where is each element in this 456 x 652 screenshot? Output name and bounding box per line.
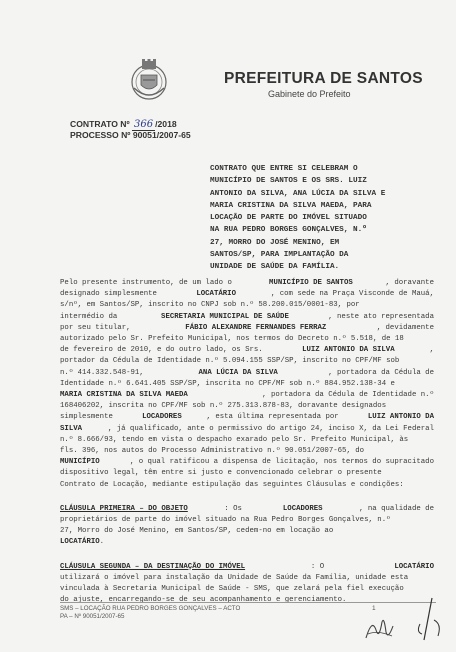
clause-title: CLÁUSULA SEGUNDA – DA DESTINAÇÃO DO IMÓVEL: [60, 562, 246, 571]
clause-line: 27, Morro do José Menino, em Santos/SP, cedem-no em locação ao: [60, 527, 334, 536]
letterhead: [128, 58, 428, 108]
signature-initials-icon: [362, 612, 398, 644]
preamble-line: 168406202, inscrita no CPF/MF sob n.º 275.313.878-83, doravante designados: [60, 402, 387, 411]
clause-line: CLÁUSULA PRIMEIRA – DO OBJETO : Os LOCADORES , na qualidade de: [60, 504, 434, 515]
clause-line: utilizará o imóvel para instalação da Unidade de Saúde da Família, unidade esta: [60, 573, 409, 582]
contract-identification: [70, 119, 191, 141]
footer-line: SMS – LOCAÇÃO RUA PEDRO BORGES GONÇALVES – ACTO: [60, 605, 241, 612]
signature-mark-icon: [412, 594, 446, 644]
preamble-line: simplesmente LOCADORES , esta última representada por LUIZ ANTONIO DA: [60, 413, 434, 422]
summary-line: MARIA CRISTINA DA SILVA MAEDA, PARA: [210, 201, 372, 210]
contract-summary: [210, 163, 432, 274]
preamble-line: MARIA CRISTINA DA SILVA MAEDA , portadora da Cédula de Identidade n.º: [60, 391, 434, 400]
summary-line: NA RUA PEDRO BORGES GONÇALVES, N.º: [210, 226, 367, 235]
clause-line: LOCATÁRIO .: [60, 538, 105, 547]
preamble-line: n.º 8.666/93, tendo em vista o despacho exarado pelo Sr. Prefeito Municipal, às: [60, 435, 409, 444]
preamble-line: dispositivo legal, têm entre si justo e convencionado celebrar o presente: [60, 469, 382, 478]
summary-line: LOCAÇÃO DE PARTE DO IMÓVEL SITUADO: [210, 214, 367, 223]
contract-prefix: CONTRATO Nº: [70, 119, 130, 129]
summary-line: 27, MORRO DO JOSÉ MENINO, EM: [210, 238, 340, 247]
clause-line: vinculada à Secretaria Municipal de Saúde - SMS, que zelará pela fiel execução: [60, 585, 404, 594]
clause-title: CLÁUSULA PRIMEIRA – DO OBJETO: [60, 504, 188, 513]
footer-line: PA – Nº 90051/2007-65: [60, 613, 125, 620]
clause-line: CLÁUSULA SEGUNDA – DA DESTINAÇÃO DO IMÓVEL : O LOCATÁRIO: [60, 562, 434, 573]
process-number: PROCESSO Nº 90051/2007-65: [70, 130, 191, 140]
city-coat-of-arms-icon: [128, 58, 170, 102]
org-name: PREFEITURA DE SANTOS: [224, 70, 423, 87]
preamble-line: por seu titular, FÁBIO ALEXANDRE FERNANDES FERRAZ , devidamente: [60, 323, 434, 332]
summary-line: UNIDADE DE SAÚDE DA FAMÍLIA.: [210, 263, 340, 272]
footer: [60, 605, 240, 621]
preamble-line: s/nº, em Santos/SP, inscrito no CNPJ sob n.º 58.200.015/0001-83, por: [60, 301, 360, 310]
contract-number-line: [70, 119, 191, 130]
preamble-line: fls. 396, nos autos do Processo Administrativo n.º 90.051/2007-65, do: [60, 447, 365, 456]
summary-line: ANTONIO DA SILVA, ANA LÚCIA DA SILVA E: [210, 189, 386, 198]
preamble-line: intermédio da SECRETARIA MUNICIPAL DE SAÚDE , neste ato representada: [60, 312, 434, 321]
summary-line: MUNICÍPIO DE SANTOS E OS SRS. LUIZ: [210, 177, 367, 186]
preamble-line: Contrato de Locação, mediante estipulação das seguintes Cláusulas e condições:: [60, 480, 404, 489]
summary-line: SANTOS/SP, PARA IMPLANTAÇÃO DA: [210, 251, 349, 260]
page-number: 1: [372, 605, 376, 612]
footer-divider: [60, 602, 436, 603]
preamble-line: de fevereiro de 2010, e do outro lado, os Srs. LUIZ ANTONIO DA SILVA ,: [60, 346, 434, 355]
contract-body: [60, 278, 434, 606]
summary-line: CONTRATO QUE ENTRE SI CELEBRAM O: [210, 165, 358, 173]
preamble-line: Identidade n.º 6.641.405 SSP/SP, inscrita no CPF/MF sob n.º 884.952.138-34 e: [60, 379, 395, 388]
preamble-line: SILVA , já qualificado, ante o permissivo do artigo 24, inciso X, da Lei Federal: [60, 424, 434, 433]
contract-year: /2018: [155, 119, 177, 129]
preamble-line: MUNICÍPIO , o qual ratificou a dispensa de licitação, nos termos do supracitado: [60, 458, 434, 467]
clause-line: proprietários de parte do imóvel situado na Rua Pedro Borges Gonçalves, n.º: [60, 516, 391, 525]
clause-line: do ajuste, encarregando-se de seu acompanhamento e gerenciamento.: [60, 596, 347, 605]
preamble-line: n.º 414.332.548-91, ANA LÚCIA DA SILVA , portadora da Cédula de: [60, 368, 434, 377]
office-name: Gabinete do Prefeito: [268, 89, 351, 99]
preamble-line: Pelo presente instrumento, de um lado o MUNICÍPIO DE SANTOS , doravante: [60, 279, 434, 287]
preamble-line: designado simplesmente LOCATÁRIO , com sede na Praça Visconde de Mauá,: [60, 290, 434, 299]
preamble-line: portador da Cédula de Identidade n.º 5.094.155 SSP/SP, inscrito no CPF/MF sob: [60, 357, 400, 366]
preamble-line: autorizado pelo Sr. Prefeito Municipal, nos termos do Decreto n.º 5.518, de 18: [60, 335, 404, 344]
contract-number-handwritten: 366: [134, 119, 154, 130]
